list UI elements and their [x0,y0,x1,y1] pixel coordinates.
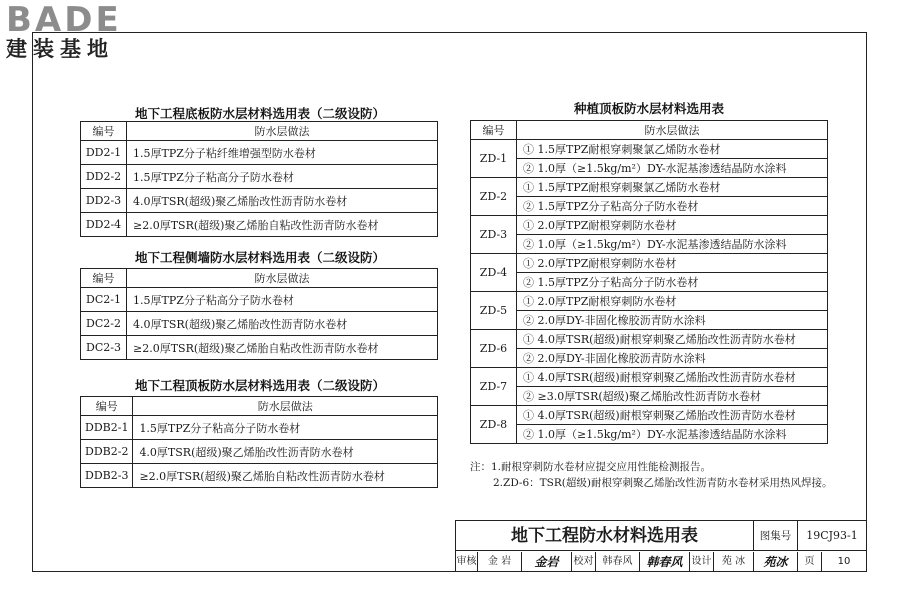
row-code: ZD-3 [471,216,517,254]
row-code: ZD-4 [471,254,517,292]
table-row [471,368,828,387]
row-desc: 4.0厚TSR(超级)聚乙烯胎改性沥青防水卷材 [127,312,438,336]
row-desc-line2: ② 1.0厚（≥1.5kg/m²）DY-水泥基渗透结晶防水涂料 [517,425,828,444]
row-desc-line1: ① 4.0厚TSR(超级)耐根穿刺聚乙烯胎改性沥青防水卷材 [517,368,828,387]
row-desc: 1.5厚TPZ分子粘高分子防水卷材 [127,288,438,312]
header-code: 编号 [471,121,517,140]
note-2: 2.ZD-6：TSR(超级)耐根穿刺聚乙烯胎改性沥青防水卷材采用热风焊接。 [493,477,833,489]
table-row [471,387,828,406]
table-header-row [471,121,828,140]
design-label: 设计 [690,552,714,572]
row-desc-line2: ② 1.0厚（≥1.5kg/m²）DY-水泥基渗透结晶防水涂料 [517,159,828,178]
row-code: ZD-1 [471,140,517,178]
row-desc-line2: ② 2.0厚DY-非固化橡胶沥青防水涂料 [517,311,828,330]
proofer-name: 韩春风 [596,552,640,572]
row-desc: ≥2.0厚TSR(超级)聚乙烯胎自粘改性沥青防水卷材 [133,464,438,488]
roof-table-title: 地下工程顶板防水层材料选用表（二级设防） [134,378,385,393]
table-row [471,349,828,368]
reviewer-name: 金 岩 [478,552,522,572]
row-desc-line1: ① 2.0厚TPZ耐根穿刺防水卷材 [517,216,828,235]
designer-name: 苑 冰 [714,552,754,572]
table-row [81,416,438,440]
floor-table [80,121,438,237]
table-row [471,292,828,311]
designer-signature: 苑冰 [754,552,798,572]
row-code: DD2-1 [81,141,127,165]
table-header-row [81,397,438,416]
header-desc: 防水层做法 [517,121,828,140]
table-header-row [81,269,438,288]
table-row [471,178,828,197]
row-desc-line1: ① 1.5厚TPZ耐根穿刺聚氯乙烯防水卷材 [517,178,828,197]
row-desc-line2: ② 1.0厚（≥1.5kg/m²）DY-水泥基渗透结晶防水涂料 [517,235,828,254]
header-code: 编号 [81,122,127,141]
row-desc-line1: ① 2.0厚TPZ耐根穿刺防水卷材 [517,254,828,273]
atlas-label: 图集号 [754,521,798,551]
table-row [81,165,438,189]
wall-table [80,268,438,360]
roof-table [80,396,438,488]
row-desc-line2: ② 2.0厚DY-非固化橡胶沥青防水涂料 [517,349,828,368]
table-row [471,159,828,178]
row-code: DC2-2 [81,312,127,336]
row-code: DC2-3 [81,336,127,360]
planting-table-title: 种植顶板防水层材料选用表 [573,101,724,116]
table-row [81,213,438,237]
drawing-title: 地下工程防水材料选用表 [456,521,754,551]
header-code: 编号 [81,397,133,416]
row-desc: ≥2.0厚TSR(超级)聚乙烯胎自粘改性沥青防水卷材 [127,213,438,237]
row-desc-line2: ② 1.5厚TPZ分子粘高分子防水卷材 [517,197,828,216]
table-row [471,311,828,330]
row-code: DD2-3 [81,189,127,213]
header-desc: 防水层做法 [127,122,438,141]
table-header-row [81,122,438,141]
page-label: 页 [798,552,822,572]
row-desc-line1: ① 4.0厚TSR(超级)耐根穿刺聚乙烯胎改性沥青防水卷材 [517,330,828,349]
review-label: 审核 [456,552,478,572]
page-number: 10 [837,556,851,567]
row-code: DC2-1 [81,288,127,312]
table-row [81,440,438,464]
row-desc-line1: ① 2.0厚TPZ耐根穿刺防水卷材 [517,292,828,311]
proofer-signature: 韩春风 [640,552,690,572]
table-row [471,406,828,425]
table-row [471,197,828,216]
row-desc-line1: ① 4.0厚TSR(超级)耐根穿刺聚乙烯胎改性沥青防水卷材 [517,406,828,425]
header-desc: 防水层做法 [127,269,438,288]
title-block [455,520,867,572]
table-row [81,464,438,488]
table-row [81,312,438,336]
header-code: 编号 [81,269,127,288]
row-desc: 1.5厚TPZ分子粘高分子防水卷材 [133,416,438,440]
row-code: DDB2-2 [81,440,133,464]
row-code: ZD-5 [471,292,517,330]
table-row [81,141,438,165]
row-desc: ≥2.0厚TSR(超级)聚乙烯胎自粘改性沥青防水卷材 [127,336,438,360]
row-code: DD2-2 [81,165,127,189]
note-1: 注：1.耐根穿刺防水卷材应提交应用性能检测报告。 [470,461,712,473]
header-desc: 防水层做法 [133,397,438,416]
table-row [471,140,828,159]
logo-text: BADE [6,0,122,40]
row-code: ZD-2 [471,178,517,216]
row-code: DD2-4 [81,213,127,237]
row-desc: 4.0厚TSR(超级)聚乙烯胎改性沥青防水卷材 [127,189,438,213]
table-row [471,273,828,292]
row-desc-line2: ② ≥3.0厚TSR(超级)聚乙烯胎改性沥青防水卷材 [517,387,828,406]
row-code: ZD-6 [471,330,517,368]
table-row [471,254,828,273]
table-row [471,216,828,235]
row-code: DDB2-3 [81,464,133,488]
proof-label: 校对 [572,552,596,572]
table-row [81,336,438,360]
row-desc-line2: ② 1.5厚TPZ分子粘高分子防水卷材 [517,273,828,292]
row-code: ZD-8 [471,406,517,444]
table-row [471,330,828,349]
floor-table-title: 地下工程底板防水层材料选用表（二级设防） [134,106,385,121]
table-row [81,189,438,213]
logo-subtitle: 建装基地 [6,37,114,61]
wall-table-title: 地下工程侧墙防水层材料选用表（二级设防） [134,250,385,265]
table-row [81,288,438,312]
table-row [471,235,828,254]
row-desc: 4.0厚TSR(超级)聚乙烯胎改性沥青防水卷材 [133,440,438,464]
reviewer-signature: 金岩 [522,552,572,572]
atlas-number: 19CJ93-1 [798,521,866,551]
planting-table [470,120,828,444]
row-desc: 1.5厚TPZ分子粘高分子防水卷材 [127,165,438,189]
table-row [471,425,828,444]
row-desc-line1: ① 1.5厚TPZ耐根穿刺聚氯乙烯防水卷材 [517,140,828,159]
row-desc: 1.5厚TPZ分子粘纤维增强型防水卷材 [127,141,438,165]
row-code: DDB2-1 [81,416,133,440]
row-code: ZD-7 [471,368,517,406]
